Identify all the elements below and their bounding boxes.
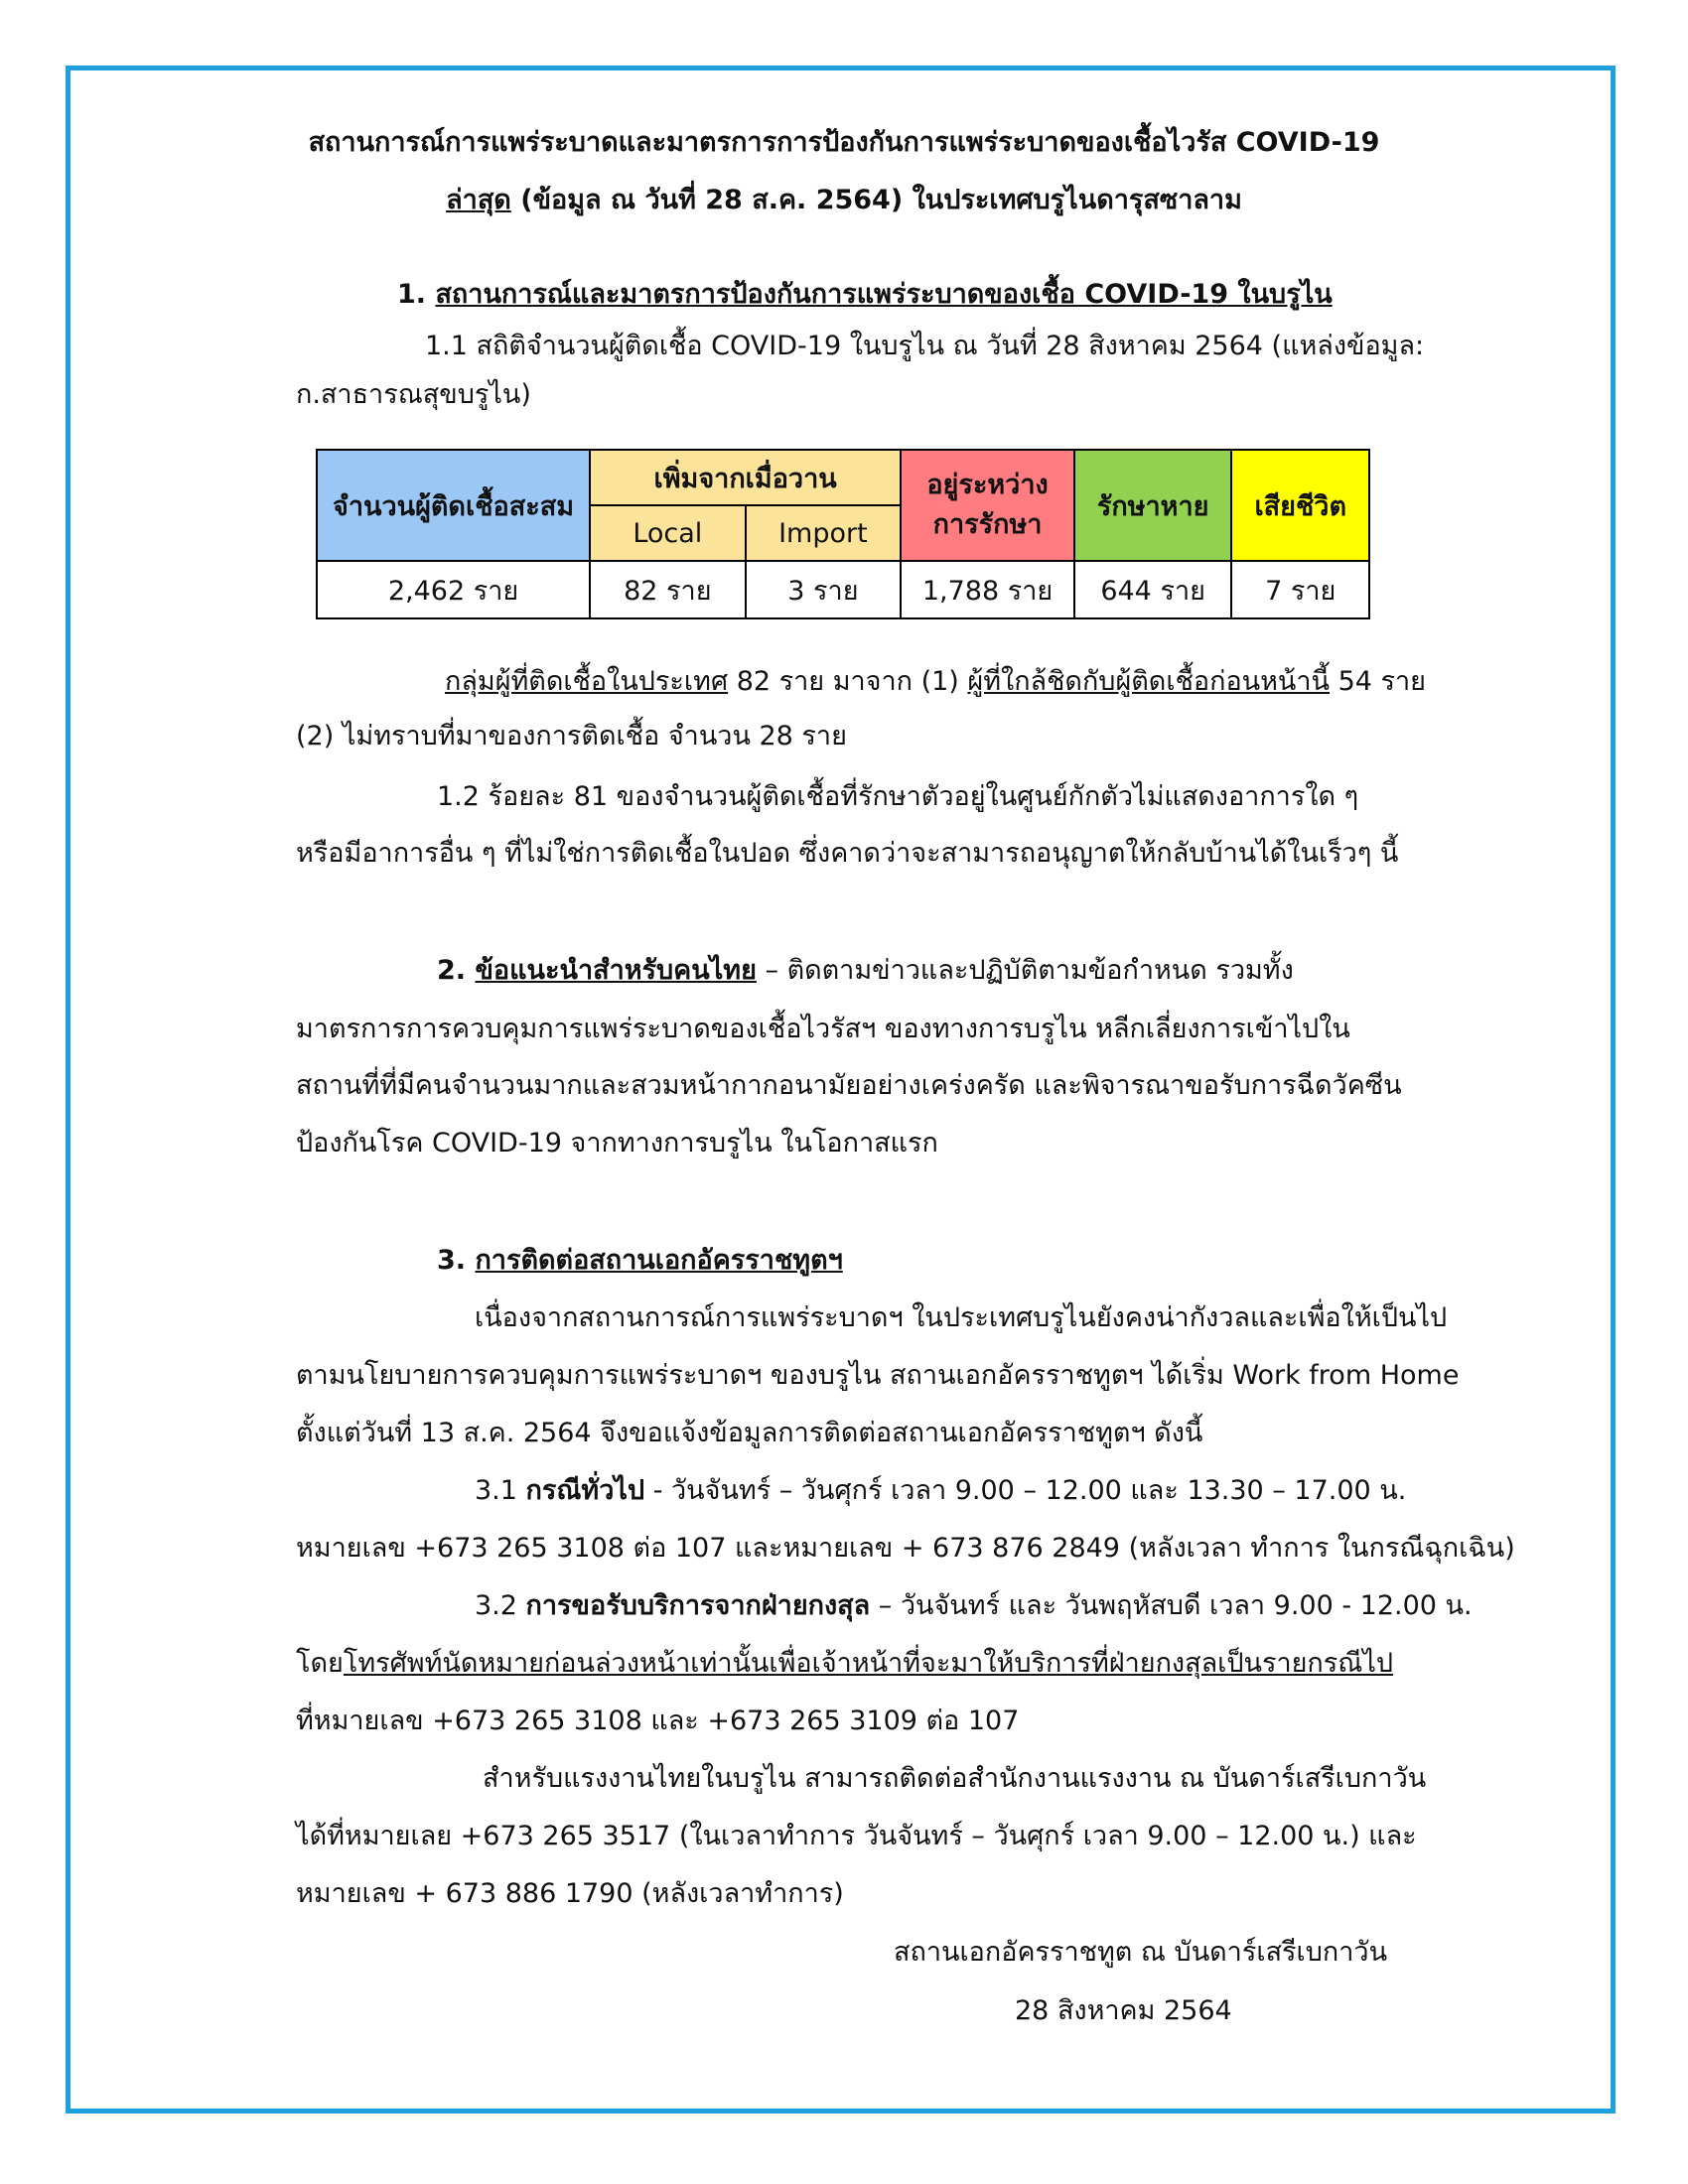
section1-heading: 1. สถานการณ์และมาตรการป้องกันการแพร่ระบาดของเชื้อ COVID-19 ในบรูไน: [397, 279, 1333, 310]
value-total: 2,462 ราย: [317, 561, 590, 618]
cluster-line1: กลุ่มผู้ที่ติดเชื้อในประเทศ 82 ราย มาจาก (1) ผู้ที่ใกล้ชิดกับผู้ติดเชื้อก่อนหน้านี้ 54 ราย: [445, 666, 1427, 697]
section3-intro-line1: เนื่องจากสถานการณ์การแพร่ระบาดฯ ในประเทศบรูไนยังคงน่ากังวลและเพื่อให้เป็นไป: [475, 1302, 1448, 1333]
header-deaths: เสียชีวิต: [1231, 450, 1369, 561]
section2-title: ข้อแนะนำสำหรับคนไทย: [475, 955, 757, 986]
table-row: [317, 561, 1369, 618]
section1-1-line1: 1.1 สถิติจำนวนผู้ติดเชื้อ COVID-19 ในบรูไน ณ วันที่ 28 สิงหาคม 2564 (แหล่งข้อมูล:: [425, 331, 1425, 361]
section2-line3: สถานที่ที่มีคนจำนวนมากและสวมหน้ากากอนามัยอย่างเคร่งครัด และพิจารณาขอรับการฉีดวัคซีน: [296, 1070, 1402, 1101]
value-local: 82 ราย: [590, 561, 746, 618]
value-recovered: 644 ราย: [1074, 561, 1232, 618]
value-deaths: 7 ราย: [1231, 561, 1369, 618]
labor-line3: หมายเลข + 673 886 1790 (หลังเวลาทำการ): [296, 1878, 844, 1909]
section2-line4: ป้องกันโรค COVID-19 จากทางการบรูไน ในโอกาสแรก: [296, 1128, 938, 1159]
document-title-line1: สถานการณ์การแพร่ระบาดและมาตรการการป้องกันการแพร่ระบาดของเชื้อไวรัส COVID-19: [308, 127, 1380, 158]
section3-intro-line2: ตามนโยบายการควบคุมการแพร่ระบาดฯ ของบรูไน สถานเอกอัครราชทูตฯ ได้เริ่ม Work from Home: [296, 1360, 1460, 1391]
section3-2-line1: 3.2 การขอรับบริการจากฝ่ายกงสุล – วันจันทร์ และ วันพฤหัสบดี เวลา 9.00 - 12.00 น.: [475, 1590, 1473, 1621]
section3-2-line3: ที่หมายเลข +673 265 3108 และ +673 265 3109 ต่อ 107: [296, 1706, 1020, 1736]
signature-org: สถานเอกอัครราชทูต ณ บันดาร์เสรีเบกาวัน: [894, 1937, 1388, 1968]
section3-intro-line3: ตั้งแต่วันที่ 13 ส.ค. 2564 จึงขอแจ้งข้อมูลการติดต่อสถานเอกอัครราชทูตฯ ดังนี้: [296, 1418, 1203, 1448]
section3-1-line1: 3.1 กรณีทั่วไป - วันจันทร์ – วันศุกร์ เวลา 9.00 – 12.00 และ 13.30 – 17.00 น.: [475, 1475, 1407, 1506]
title-date-country: (ข้อมูล ณ วันที่ 28 ส.ค. 2564) ในประเทศบรูไนดารุสซาลาม: [510, 185, 1242, 215]
header-recovered: รักษาหาย: [1074, 450, 1232, 561]
value-import: 3 ราย: [746, 561, 902, 618]
covid-stats-table: [316, 449, 1370, 619]
section1-title: สถานการณ์และมาตรการป้องกันการแพร่ระบาดของเชื้อ COVID-19 ในบรูไน: [435, 279, 1333, 310]
section1-1-line2: ก.สาธารณสุขบรูไน): [296, 379, 531, 410]
header-import: Import: [746, 505, 902, 561]
header-total-cases: จำนวนผู้ติดเชื้อสะสม: [317, 450, 590, 561]
document-title-line2: [199, 181, 1489, 220]
header-under-treatment: อยู่ระหว่าง การรักษา: [901, 450, 1074, 561]
section1-2-line1: 1.2 ร้อยละ 81 ของจำนวนผู้ติดเชื้อที่รักษาตัวอยู่ในศูนย์กักตัวไม่แสดงอาการใด ๆ: [437, 781, 1359, 812]
latest-label: ล่าสุด: [446, 185, 511, 215]
signature-date: 28 สิงหาคม 2564: [1015, 1995, 1232, 2026]
labor-line1: สำหรับแรงงานไทยในบรูไน สามารถติดต่อสำนักงานแรงงาน ณ บันดาร์เสรีเบกาวัน: [483, 1763, 1427, 1794]
header-local: Local: [590, 505, 746, 561]
section3-heading: 3. การติดต่อสถานเอกอัครราชทูตฯ: [437, 1245, 843, 1276]
cluster-line2: (2) ไม่ทราบที่มาของการติดเชื้อ จำนวน 28 ราย: [296, 721, 847, 751]
value-treatment: 1,788 ราย: [901, 561, 1074, 618]
section3-1-line2: หมายเลข +673 265 3108 ต่อ 107 และหมายเลข + 673 876 2849 (หลังเวลา ทำการ ในกรณีฉุกเฉิน): [296, 1533, 1515, 1564]
labor-line2: ได้ที่หมายเลย +673 265 3517 (ในเวลาทำการ วันจันทร์ – วันศุกร์ เวลา 9.00 – 12.00 น.) และ: [296, 1821, 1417, 1851]
section3-title: การติดต่อสถานเอกอัครราชทูตฯ: [475, 1245, 843, 1276]
section1-2-line2: หรือมีอาการอื่น ๆ ที่ไม่ใช่การติดเชื้อในปอด ซึ่งคาดว่าจะสามารถอนุญาตให้กลับบ้านได้ในเร็วๆ นี้: [296, 838, 1399, 869]
section3-2-line2: โดยโทรศัพท์นัดหมายก่อนล่วงหน้าเท่านั้นเพื่อเจ้าหน้าที่จะมาให้บริการที่ฝ่ายกงสุลเป็นรายกรณีไป: [296, 1648, 1394, 1679]
section2-line1: 2. ข้อแนะนำสำหรับคนไทย – ติดตามข่าวและปฏิบัติตามข้อกำหนด รวมทั้ง: [437, 955, 1294, 986]
section2-line2: มาตรการการควบคุมการแพร่ระบาดของเชื้อไวรัสฯ ของทางการบรูไน หลีกเลี่ยงการเข้าไปใน: [296, 1014, 1350, 1044]
header-new-cases: เพิ่มจากเมื่อวาน: [590, 450, 901, 505]
